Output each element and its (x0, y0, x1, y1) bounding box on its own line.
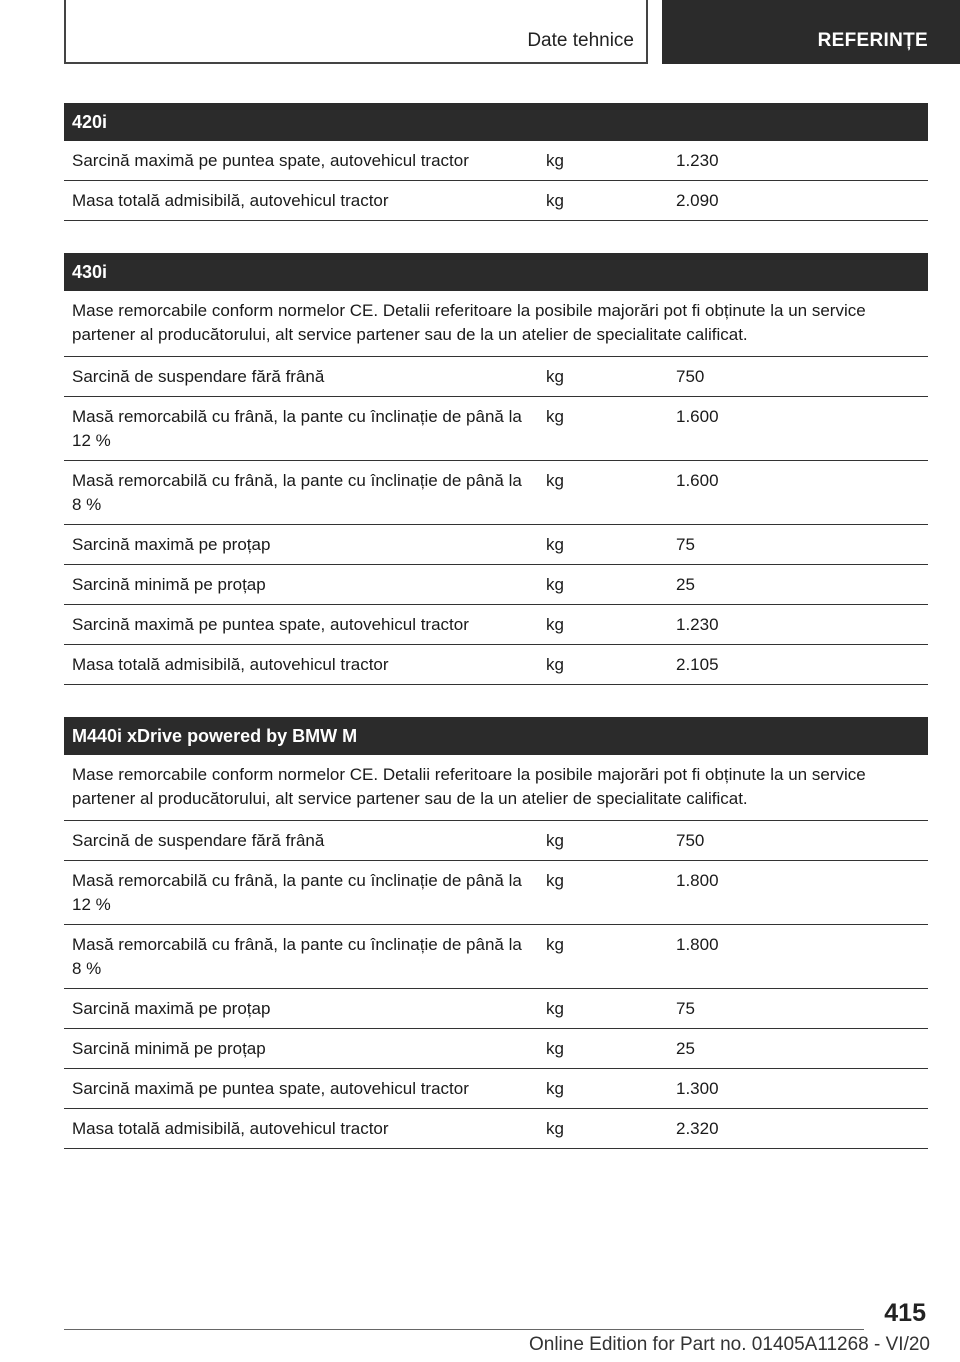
footer-edition: Online Edition for Part no. 01405A11268 - VI/20 (528, 1334, 930, 1355)
row-label: Sarcină maximă pe puntea spate, autovehicul tractor (72, 615, 469, 634)
row-value: 75 (676, 999, 695, 1018)
block-title: M440i xDrive powered by BMW M (64, 717, 928, 755)
row-label: Masă remorcabilă cu frână, la pante cu înclinație de până la 8 % (72, 935, 522, 978)
page-number: 415 (884, 1299, 926, 1327)
header-section-tab (64, 0, 648, 64)
block-title: 420i (64, 103, 928, 141)
row-unit: kg (546, 367, 564, 386)
row-label: Sarcină maximă pe proțap (72, 999, 271, 1018)
row-unit: kg (546, 999, 564, 1018)
row-unit: kg (546, 191, 564, 210)
table-row (64, 1109, 928, 1149)
row-unit: kg (546, 615, 564, 634)
row-unit: kg (546, 831, 564, 850)
row-label: Sarcină maximă pe proțap (72, 535, 271, 554)
block-title: 430i (64, 253, 928, 291)
row-unit: kg (546, 1079, 564, 1098)
spec-block-420i (64, 103, 928, 221)
table-row (64, 645, 928, 685)
table-row (64, 1029, 928, 1069)
row-label: Sarcină minimă pe proțap (72, 575, 266, 594)
row-value: 75 (676, 535, 695, 554)
row-value: 1.230 (676, 615, 719, 634)
row-value: 1.800 (676, 871, 719, 890)
row-label: Masa totală admisibilă, autovehicul tractor (72, 191, 389, 210)
row-value: 2.105 (676, 655, 719, 674)
technical-data-content (64, 103, 928, 1181)
row-unit: kg (546, 655, 564, 674)
block-intro: Mase remorcabile conform normelor CE. Detalii referitoare la posibile majorări pot fi obținute la un service partener al producătorului, alt service partener sau de la un atelier de specialitate calificat. (64, 291, 928, 357)
table-row (64, 357, 928, 397)
row-unit: kg (546, 151, 564, 170)
table-row (64, 861, 928, 925)
row-label: Masă remorcabilă cu frână, la pante cu înclinație de până la 8 % (72, 471, 522, 514)
row-unit: kg (546, 471, 564, 490)
row-label: Sarcină de suspendare fără frână (72, 367, 325, 386)
row-label: Masa totală admisibilă, autovehicul tractor (72, 655, 389, 674)
table-row (64, 141, 928, 181)
table-row (64, 821, 928, 861)
table-row (64, 1069, 928, 1109)
table-row (64, 525, 928, 565)
row-label: Sarcină minimă pe proțap (72, 1039, 266, 1058)
row-value: 1.600 (676, 407, 719, 426)
header-chapter-tab (662, 0, 960, 64)
row-unit: kg (546, 935, 564, 954)
row-value: 2.320 (676, 1119, 719, 1138)
row-unit: kg (546, 575, 564, 594)
row-unit: kg (546, 871, 564, 890)
row-value: 1.600 (676, 471, 719, 490)
row-label: Masă remorcabilă cu frână, la pante cu înclinație de până la 12 % (72, 871, 522, 914)
table-row (64, 925, 928, 989)
table-row (64, 461, 928, 525)
chapter-title: REFERINȚE (817, 30, 928, 51)
row-unit: kg (546, 1119, 564, 1138)
row-value: 25 (676, 1039, 695, 1058)
row-label: Sarcină de suspendare fără frână (72, 831, 325, 850)
row-value: 25 (676, 575, 695, 594)
row-value: 750 (676, 367, 705, 386)
row-unit: kg (546, 407, 564, 426)
row-label: Sarcină maximă pe puntea spate, autovehicul tractor (72, 1079, 469, 1098)
row-unit: kg (546, 1039, 564, 1058)
row-value: 2.090 (676, 191, 719, 210)
row-value: 1.800 (676, 935, 719, 954)
row-label: Masă remorcabilă cu frână, la pante cu înclinație de până la 12 % (72, 407, 522, 450)
row-value: 750 (676, 831, 705, 850)
block-intro: Mase remorcabile conform normelor CE. Detalii referitoare la posibile majorări pot fi obținute la un service partener al producătorului, alt service partener sau de la un atelier de specialitate calificat. (64, 755, 928, 821)
row-label: Masa totală admisibilă, autovehicul tractor (72, 1119, 389, 1138)
row-value: 1.230 (676, 151, 719, 170)
table-row (64, 397, 928, 461)
row-unit: kg (546, 535, 564, 554)
table-row (64, 565, 928, 605)
footer-divider (64, 1329, 864, 1330)
section-title: Date tehnice (527, 30, 634, 51)
table-row (64, 605, 928, 645)
table-row (64, 989, 928, 1029)
spec-block-m440i-xdrive (64, 717, 928, 1149)
table-row (64, 181, 928, 221)
spec-block-430i (64, 253, 928, 685)
row-label: Sarcină maximă pe puntea spate, autovehicul tractor (72, 151, 469, 170)
row-value: 1.300 (676, 1079, 719, 1098)
